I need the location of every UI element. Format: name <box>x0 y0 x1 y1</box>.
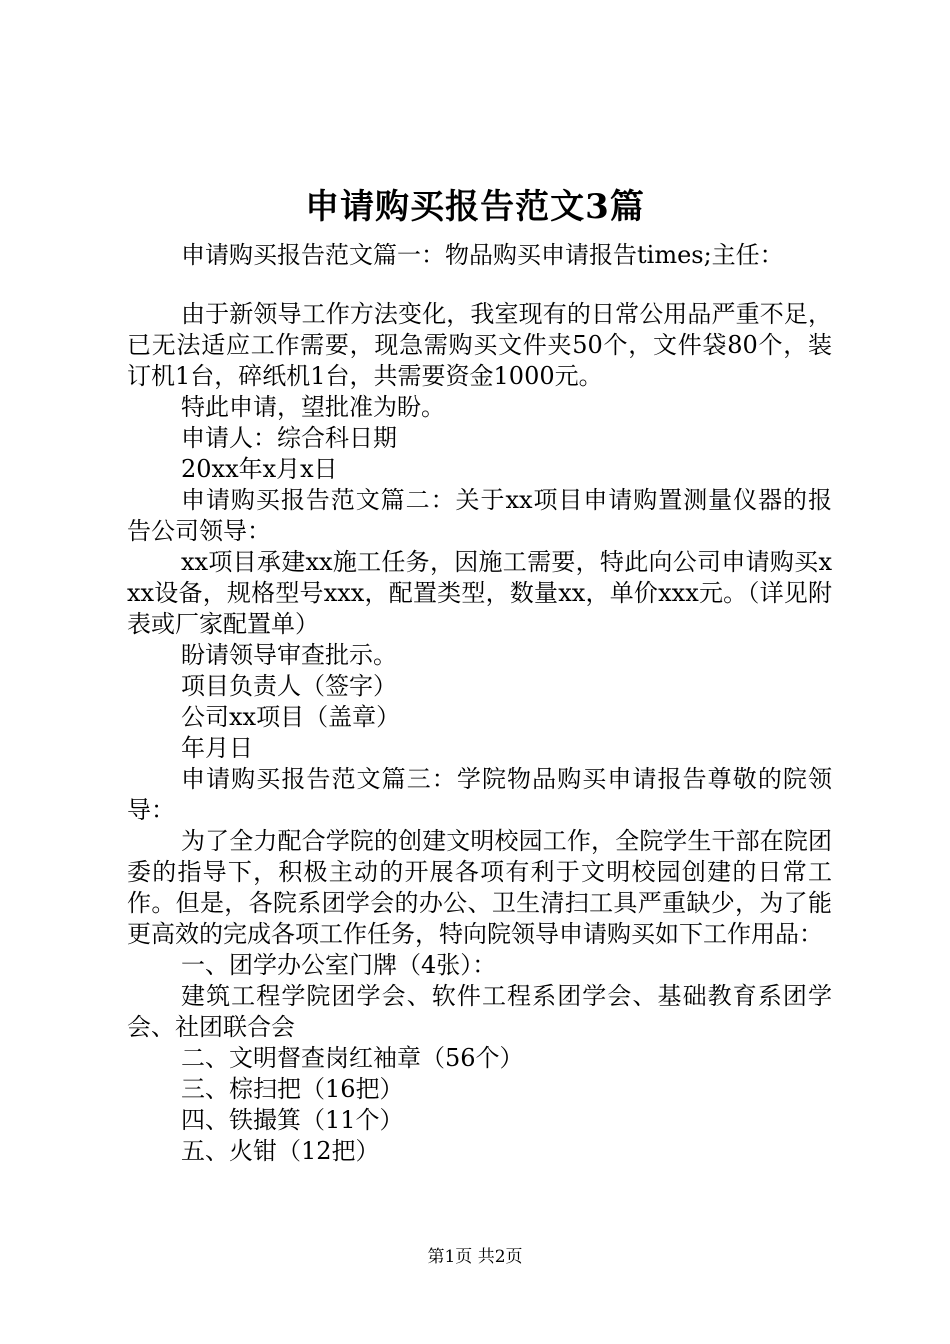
paragraph: 五、火钳（12把） <box>181 1137 380 1165</box>
document-body <box>127 240 832 1167</box>
paragraph: 20xx年x月x日 <box>181 455 338 483</box>
paragraph: 由于新领导工作方法变化，我室现有的日常公用品严重不足，已无法适应工作需要，现急需购买文件夹50个，文件袋80个，装订机1台，碎纸机1台，共需要资金1000元。 <box>127 300 832 390</box>
paragraph: 建筑工程学院团学会、软件工程系团学会、基础教育系团学会、社团联合会 <box>127 982 832 1041</box>
paragraph: 公司xx项目（盖章） <box>181 703 401 731</box>
paragraph: 申请人：综合科日期 <box>181 424 397 452</box>
paragraph: 特此申请，望批准为盼。 <box>181 393 445 421</box>
document-title: 申请购买报告范文3篇 <box>305 187 645 227</box>
paragraph: 三、棕扫把（16把） <box>181 1075 404 1103</box>
paragraph: 年月日 <box>181 734 253 762</box>
paragraph: 盼请领导审查批示。 <box>181 641 397 669</box>
blank-line <box>127 271 832 299</box>
paragraph: 四、铁撮箕（11个） <box>181 1106 404 1134</box>
paragraph: 一、团学办公室门牌（4张）： <box>181 951 497 979</box>
page-footer: 第1页 共2页 <box>427 1247 523 1267</box>
paragraph: 申请购买报告范文篇一：物品购买申请报告times;主任： <box>181 241 784 269</box>
paragraph: 项目负责人（签字） <box>181 672 397 700</box>
paragraph: 二、文明督查岗红袖章（56个） <box>181 1044 524 1072</box>
paragraph: 为了全力配合学院的创建文明校园工作，全院学生干部在院团委的指导下，积极主动的开展各项有利于文明校园创建的日常工作。但是，各院系团学会的办公、卫生清扫工具严重缺少，为了能更高效的完成各项工作任务，特向院领导申请购买如下工作用品： <box>127 827 832 948</box>
paragraph: 申请购买报告范文篇二：关于xx项目申请购置测量仪器的报告公司领导： <box>127 486 832 545</box>
paragraph: xx项目承建xx施工任务，因施工需要，特此向公司申请购买xxx设备，规格型号xxx，配置类型，数量xx，单价xxx元。（详见附表或厂家配置单） <box>127 548 832 638</box>
paragraph: 申请购买报告范文篇三：学院物品购买申请报告尊敬的院领导： <box>127 765 832 824</box>
